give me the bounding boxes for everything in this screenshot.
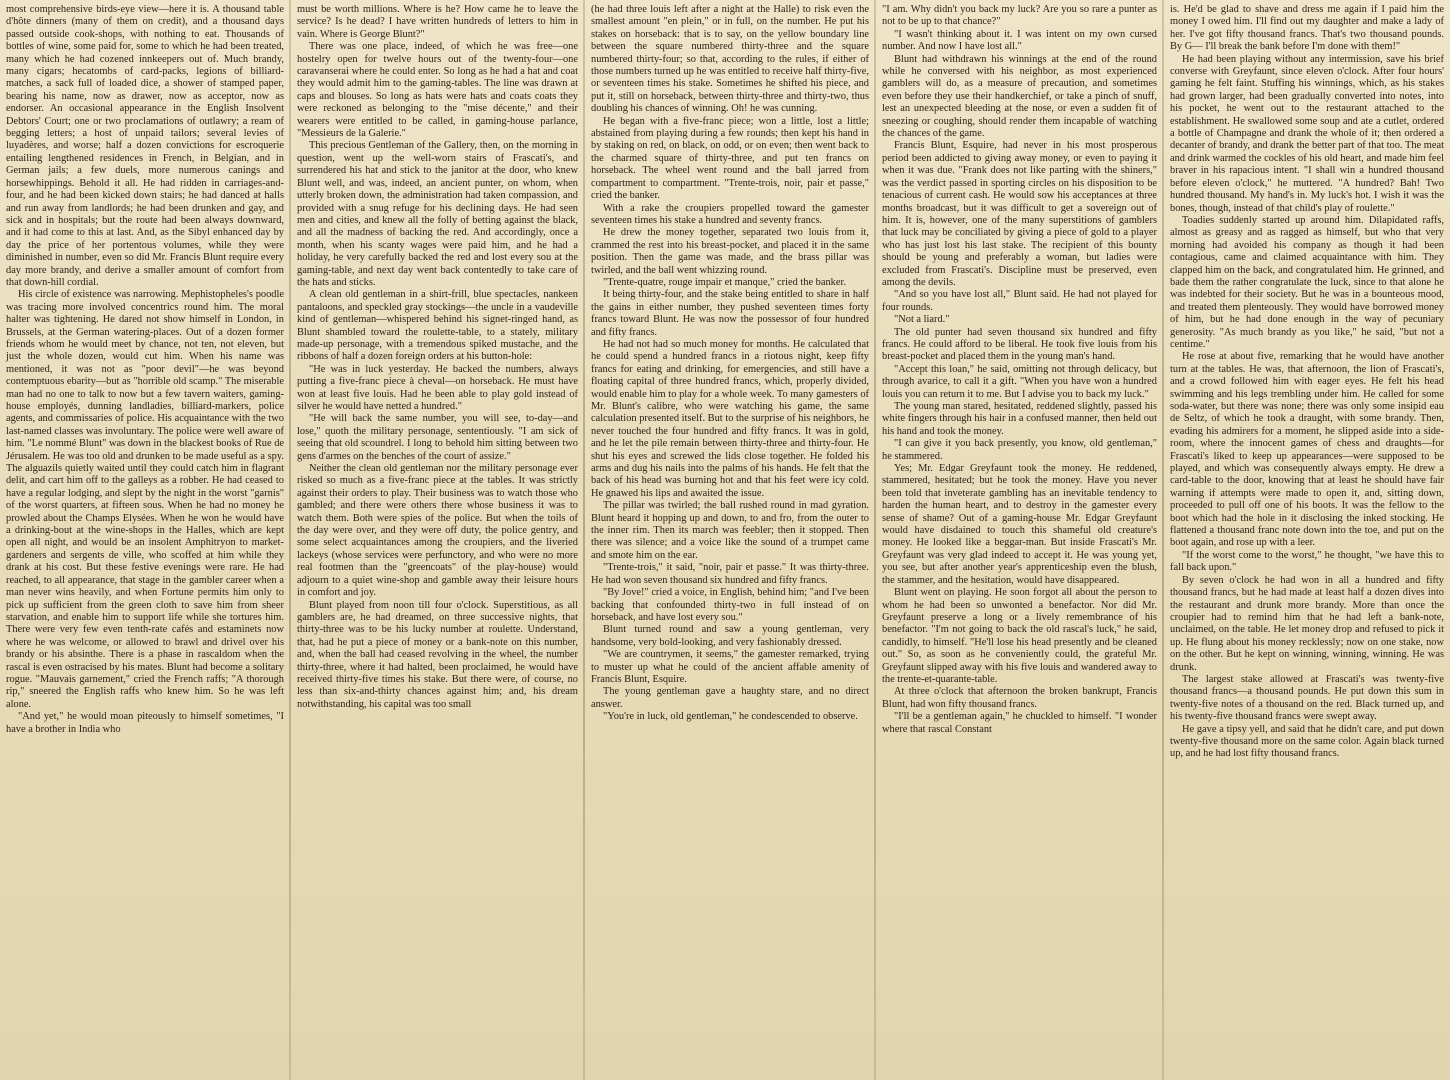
paragraph: A clean old gentleman in a shirt-frill, blue spectacles, nankeen pantaloons, and speckled gray stockings—the uncle in a vaudeville kind of gentleman—whispered behind his signet-ringed hand, as Blunt shambled toward the roulette-table, to a stately, military made-up personage, with a tremendous spiked mustache, and the ribbons of half a dozen foreign orders at his button-hole: bbox=[297, 289, 578, 363]
paragraph: "I am. Why didn't you back my luck? Are you so rare a punter as not to be up to that chance?" bbox=[882, 4, 1157, 28]
paragraph: "Not a liard." bbox=[894, 314, 950, 326]
paragraph: "And yet," he would moan piteously to himself sometimes, "I have a brother in India who bbox=[6, 711, 284, 735]
paragraph: With a rake the croupiers propelled toward the gamester seventeen times his stake a hundred and seventy francs. bbox=[591, 202, 869, 226]
paragraph: "He will back the same number, you will see, to-day—and lose," quoth the military personage, sententiously. "I am sick of seeing that old scoundrel. I long to behold him sitting between two gens d'armes on the benches of the court of assize." bbox=[297, 413, 578, 462]
paragraph: Francis Blunt, Esquire, had never in his most prosperous period been addicted to giving away money, or even to paying it when it was due. "Frank does not like parting with the shiners," was the verdict passed in sporting circles on his disposition to be tenacious of current cash. He would sow his acceptances at three months broadcast, but it was difficult to get a sovereign out of him. It is, however, one of the many superstitions of gamblers that luck may be conciliated by giving a piece of gold to a player who has just lost his last stake. The recipient of this bounty should be young and preferably a woman, but ladies were excluded from Frascati's. Discipline must be preserved, even among the devils. bbox=[882, 140, 1157, 288]
paragraph: "I can give it you back presently, you know, old gentleman," he stammered. bbox=[882, 438, 1157, 462]
paragraph: "We are countrymen, it seems," the gamester remarked, trying to muster up what he could of the ancient affable amenity of Francis Blunt, Esquire. bbox=[591, 649, 869, 685]
paragraph: Blunt had withdrawn his winnings at the end of the round while he conversed with his neighbor, as most experienced gamblers will do, as a measure of precaution, and sometimes even before they use their handkerchief, or take a pinch of snuff, lest an unexpected bleeding at the nose, or even a sudden fit of sneezing or coughing, should render them incapable of watching the chances of the game. bbox=[882, 53, 1157, 140]
paragraph: He gave a tipsy yell, and said that he didn't care, and put down twenty-five thousand more on the same color. Again black turned up, and he had lost fifty thousand francs. bbox=[1170, 723, 1444, 760]
paragraph: Blunt went on playing. He soon forgot all about the person to whom he had been so unwonted a benefactor. Nor did Mr. Greyfaunt preserve a long or a lively remembrance of his benefactor. "I'm not going to back the old rascal's luck," he said, candidly, to himself. "He'll lose his head presently and be cleaned out." So, as soon as he conveniently could, the grateful Mr. Greyfaunt slipped away with his five louis and wandered away to the trente-et-quarante-table. bbox=[882, 587, 1157, 685]
paragraph: His circle of existence was narrowing. Mephistopheles's poodle was tracing more involved concentrics round him. The moral halter was tightening. He dared not show himself in London, in Brussels, at the German watering-places. Out of a dozen former friends whom he would meet by chance, not ten, not eleven, but just the whole dozen, would cut him. When his name was mentioned, it was not as "poor devil"—he was beyond contemptuous ebarity—but as "horrible old scamp." The miserable man had no one to talk to now but a few tavern waiters, gaming-house employés, dunning landladies, billiard-markers, police agents, and commissaries of police. His acquaintance with the two last-named classes was involuntary. The police were well aware of him. "Le nommé Blunt" was down in the blackest books of Rue de Jérusalem. He was too old and drunken to be made useful as a spy. The alguazils quietly waited until they could catch him in flagrant delit, and cart him off to the galleys as a robber. He had ceased to have a regular lodging, and slept by the night in the worst "garnis" of the worst quarters, at fifteen sous. When he had no money he prowled about the Champs Elysées. When he won he would have a drinking-bout at the wine-shops in the Halles, which are kept open all night, and would be an insolent Amphitryon to market-gardeners and sergents de ville, who scoffed at him while they drank at his cost. But these festive evenings were rare. He had reached, to all appearance, that stage in the gambler career when a man never wins heavily, and when Fortune permits him only to pick up sufficient from the green cloth to save him from sheer starvation, and enable him to support life while she tortures him. There were very few even tenth-rate cafés and estaminets now where he was welcome, or allowed to brawl and drivel over his brandy or his absinthe. There is a phase in rascaldom when the rascal is even ostracised by his mates. Blunt had become a solitary rogue. "Mauvais garnement," cried the French raffs; "A thorough rip," sneered the English raffs who knew him. So he was left alone. bbox=[6, 289, 284, 710]
paragraph: "Trente-trois," it said, "noir, pair et passe." It was thirty-three. He had won seven thousand six hundred and fifty francs. bbox=[591, 562, 869, 586]
text-column-3 bbox=[585, 0, 875, 1080]
text-column-2 bbox=[291, 0, 584, 1080]
paragraph: By seven o'clock he had won in all a hundred and fifty thousand francs, but he had made at least half a dozen dives into the restaurant and drunk more brandy. More than once the croupier had to remind him that he had left a bank-note, unclaimed, on the table. He let money drop and refused to pick it up. He flung about his money recklessly; now on one stake, now on the other. But he kept on winning, winning, winning. He was drunk. bbox=[1170, 574, 1444, 673]
paragraph: Neither the clean old gentleman nor the military personage ever risked so much as a five-franc piece at the tables. It was strictly against their orders to play. Their business was to watch those who gambled; and there were others there whose business it was to watch them. Both were spies of the police. But when the toils of the day were over, and they were off duty, the police gentry, and some select acquaintances among the croupiers, and the liveried lackeys (whose services were perfunctory, and who were no more real footmen than the "greencoats" of the play-house) would adjourn to a quiet wine-shop and gamble away their leisure hours in comfort and joy. bbox=[297, 463, 578, 599]
paragraph: must be worth millions. Where is he? How came he to leave the service? Is he dead? I have written hundreds of letters to him in vain. Where is George Blunt?" bbox=[297, 4, 578, 40]
text-column-4 bbox=[876, 0, 1163, 1080]
paragraph: The old punter had seven thousand six hundred and fifty francs. He could afford to be liberal. He took five louis from his breast-pocket and placed them in the young man's hand. bbox=[882, 326, 1157, 363]
paragraph: He began with a five-franc piece; won a little, lost a little; abstained from playing during a few rounds; then kept his hand in by staking on red, on black, on odd, or on even; then went back to the charmed square of thirty-three, and put ten francs on horseback. The wheel went round and the ball jarred from compartment to compartment. "Trente-trois, noir, pair et passe," cried the banker. bbox=[591, 115, 869, 202]
paragraph: "I'll be a gentleman again," he chuckled to himself. "I wonder where that rascal Constant bbox=[882, 711, 1157, 735]
paragraph: "Accept this loan," he said, omitting not through delicacy, but through avarice, to call it a gift. "When you have won a hundred louis you can return it to me. But I advise you to back my luck." bbox=[882, 363, 1157, 400]
paragraph: "If the worst come to the worst," he thought, "we have this to fall back upon." bbox=[1170, 549, 1444, 574]
paragraph: Toadies suddenly started up around him. Dilapidated raffs, almost as greasy and as ragged as himself, but who that very morning had avoided his company as though it had been contagious, came and claimed acquaintance with him. They clapped him on the back, and congratulated him. He grinned, and bade them the rather congratulate the luck, since to that alone he was indebted for their society. But he was in a bounteous mood, and treated them plenteously. They would have borrowed money of him, but he had done enough in the way of pecuniary generosity. "As much brandy as you like," he said, "but not a centime." bbox=[1170, 214, 1444, 350]
paragraph: The young gentleman gave a haughty stare, and no direct answer. bbox=[591, 686, 869, 710]
paragraph: is. He'd be glad to shave and dress me again if I paid him the money I owed him. I'll find out my daughter and make a lady of her. I've got fifty thousand francs. That's two thousand pounds. By G— I'll break the bank before I'm done with them!" bbox=[1170, 4, 1444, 53]
paragraph: (he had three louis left after a night at the Halle) to risk even the smallest amount "en plein," or in full, on the number. He put his stakes on horseback: that is to say, on the yellow boundary line between the square numbered thirty-three and the square numbered thirty-four; so that, according to the rules, if either of those numbers turned up he was entitled to receive half thirty-five, or seventeen times his stake. Sometimes he shifted his piece, and put it, still on horseback, between thirty-three and thirty-two, thus doubling his chances of winning. Oh! he was cunning. bbox=[591, 4, 869, 115]
paragraph: "And so you have lost all," Blunt said. He had not played for four rounds. bbox=[882, 289, 1157, 313]
paragraph: He rose at about five, remarking that he would have another turn at the tables. He was, that afternoon, the lion of Frascati's, and a crowd followed him with eager eyes. He felt his head swimming and his legs trembling under him. He called for some soda-water, but there was none; there was only some insipid eau de Seltz, of which he took a draught, with some brandy. Then, evading his admirers for a moment, he slipped aside into a side-room, where the innocent games of chess and draughts—for Frascati's liked to keep up appearances—were supposed to be played, and which was consequently always empty. He drew a card-table to the door, knowing that at least he should have fair warning if attempts were made to open it, and, sitting down, proceeded to pull off one of his boots. It was the fellow to the boot which had the hole in it disclosing the inked stocking. He flattened a thousand franc note down into the toe, and put on the boot again, and rose up with a leer. bbox=[1170, 351, 1444, 549]
paragraph: The pillar was twirled; the ball rushed round in mad gyration. Blunt heard it hopping up and down, to and fro, from the outer to the inner rim. Then its march was feebler; then it stopped. Then there was silence; and a voice like the sound of a trumpet came and smote him on the ear. bbox=[591, 500, 869, 561]
paragraph: At three o'clock that afternoon the broken bankrupt, Francis Blunt, had won fifty thousand francs. bbox=[882, 686, 1157, 710]
paragraph: "I wasn't thinking about it. I was intent on my own cursed number. And now I have lost all." bbox=[882, 28, 1157, 53]
paragraph: Blunt turned round and saw a young gentleman, very handsome, very bold-looking, and very fashionably dressed. bbox=[591, 624, 869, 648]
paragraph: most comprehensive birds-eye view—here it is. A thousand table d'hôte dinners (many of them on credit), and a thousand days passed outside cook-shops, with nothing to eat. Thousands of bottles of wine, some paid for, some to which he had been treated, many which he had cozened innkeepers out of. Much brandy, many cigars; hecatombs of card-packs, legions of billiard-matches, a sack full of loaded dice, a shower of stamped paper, bearing his name, now as drawer, now as acceptor, now as endorser. An occasional appearance in the English Insolvent Debtors' Court; one or two proclamations of outlawry; a ream of begging letters; a host of unpaid tailors; several levies of luyadères, and worse; half a dozen convictions for escroquerie entailing lengthened residences in French, in Belgian, and in German jails; a few duels, more numerous canings and horsewhippings. Behold it all. He had ridden in carriages-and-four, and he had been kicked down stairs; he had danced at halls and run away from landlords; he had been drunken and gay, and sick and in hospitals; but the route had been always downward, and it had come to this at last. And, as the Sibyl enhanced day by day the price of her portentous volumes, while they were diminished in number, even so did Mr. Francis Blunt require every day more brandy, and derive a smaller amount of comfort from that down-hill cordial. bbox=[6, 4, 284, 288]
text-column-1 bbox=[0, 0, 290, 1080]
paragraph: This precious Gentleman of the Gallery, then, on the morning in question, went up the well-worn stairs of Frascati's, and surrendered his hat and stick to the janitor at the door, who knew Blunt well, and was, indeed, an ancient punter, on whom, when utterly broken down, the administration had taken compassion, and provided with a snug refuge for his declining days. He had seen men and cities, and knew all the folly of betting against the black, and all the madness of backing the red. And accordingly, once a month, when his scanty wages were paid him, and he had a holiday, he very carefully backed the red and lost every sou at the gaming-table, and next day went back contentedly to take care of the hats and sticks. bbox=[297, 140, 578, 288]
paragraph: The largest stake allowed at Frascati's was twenty-five thousand francs—a thousand pounds. He put down this sum in twenty-five notes of a thousand on the red. Black turned up, and his twenty-five thousand francs were swept away. bbox=[1170, 673, 1444, 723]
paragraph: Yes; Mr. Edgar Greyfaunt took the money. He reddened, stammered, hesitated; but he took the money. Have you never been told that inveterate gambling has an inevitable tendency to harden the human heart, and to destroy in the gamester every sense of shame? Out of a gaming-house Mr. Edgar Greyfaunt would have disdained to touch this shameful old creature's money. He looked like a beggar-man. But inside Frascati's Mr. Greyfaunt was very glad indeed to accept it. He was young yet, you see, but after another year's apprenticeship even the blush, the stammer, and the hesitation, would have disappeared. bbox=[882, 463, 1157, 586]
paragraph: He had not had so much money for months. He calculated that he could spend a hundred francs in a riotous night, keep fifty francs for eating and drinking, for emergencies, and still have a floating capital of three hundred francs, which, properly divided, would enable him to play for a whole week. To many gamesters of Mr. Blunt's calibre, who were watching his game, the same calculation presented itself. But to the surprise of his neighbors, he never touched the four hundred and fifty francs. It was in gold, and he let the pile remain between thirty-three and thirty-four. He shut his eyes and screwed the lids close together. He folded his arms and dug his nails into the palms of his hands. He felt that the back of his head was burning hot and that his feet were icy cold. He gnawed his lips and awaited the issue. bbox=[591, 338, 869, 499]
paragraph: The young man stared, hesitated, reddened slightly, passed his white fingers through his hair in a confused manner, then held out his hand and took the money. bbox=[882, 401, 1157, 437]
paragraph: "By Jove!" cried a voice, in English, behind him; "and I've been backing that confounded thirty-two in full instead of on horseback, and have lost every sou." bbox=[591, 587, 869, 623]
paragraph: It being thirty-four, and the stake being entitled to share in half the gains in either number, they pushed seventeen times forty francs toward Blunt. He was now the possessor of four hundred and fifty francs. bbox=[591, 289, 869, 338]
text-column-5 bbox=[1164, 0, 1450, 1080]
paragraph: "Trente-quatre, rouge impair et manque," cried the banker. bbox=[603, 276, 846, 288]
paragraph: He had been playing without any intermission, save his brief converse with Greyfaunt, since eleven o'clock. After four hours' gaming he felt faint. Stuffing his winnings, which, as his stakes had grown larger, had been gradually converted into notes, into his pocket, he went out to the restaurant attached to the establishment. He swallowed some soup and ate a cutlet, ordered a bottle of Champagne and drank the whole of it; then ordered a decanter of brandy, and drank the better part of that too. The meat and drink warmed the cockles of his old heart, and made him feel braver in his rapacious intent. "I shall win a hundred thousand before eleven o'clock," he muttered. "A hundred? Bah! Two hundred thousand. My hand's in. My luck's hot. I wish it was the bones, though, instead of that child's play of roulette." bbox=[1170, 53, 1444, 214]
paragraph: There was one place, indeed, of which he was free—one hostelry open for twelve hours out of the twenty-four—one caravanserai where he could enter. So long as he had a hat and coat they would admit him to the gaming-tables. The line was drawn at caps and blouses. So long as hats were hats and coats coats they were reckoned as belonging to the "mise décente," and their wearers were entitled to be called, in gaming-house parlance, "Messieurs de la Galerie." bbox=[297, 41, 578, 140]
paragraph: He drew the money together, separated two louis from it, crammed the rest into his breast-pocket, and placed it in the same position. Then the game was made, and the brass pillar was twirled, and the ball went whizzing round. bbox=[591, 227, 869, 276]
paragraph: Blunt played from noon till four o'clock. Superstitious, as all gamblers are, he had dreamed, on three successive nights, that thirty-three was to be his lucky number at roulette. Understand, that, had he put a piece of money or a bank-note on this number, and, when the ball had ceased revolving in the wheel, the number thirty-three, where it had halted, been proclaimed, he would have received thirty-five times his stake. But there were, of course, no less than six-and-thirty chances against him; and, his dream notwithstanding, his capital was too small bbox=[297, 599, 578, 710]
paragraph: "He was in luck yesterday. He backed the numbers, always putting a five-franc piece à cheval—on horseback. He must have won at least five louis. Had he been able to play gold instead of silver he would have netted a hundred." bbox=[297, 363, 578, 412]
paragraph: "You're in luck, old gentleman," he condescended to observe. bbox=[603, 711, 858, 723]
